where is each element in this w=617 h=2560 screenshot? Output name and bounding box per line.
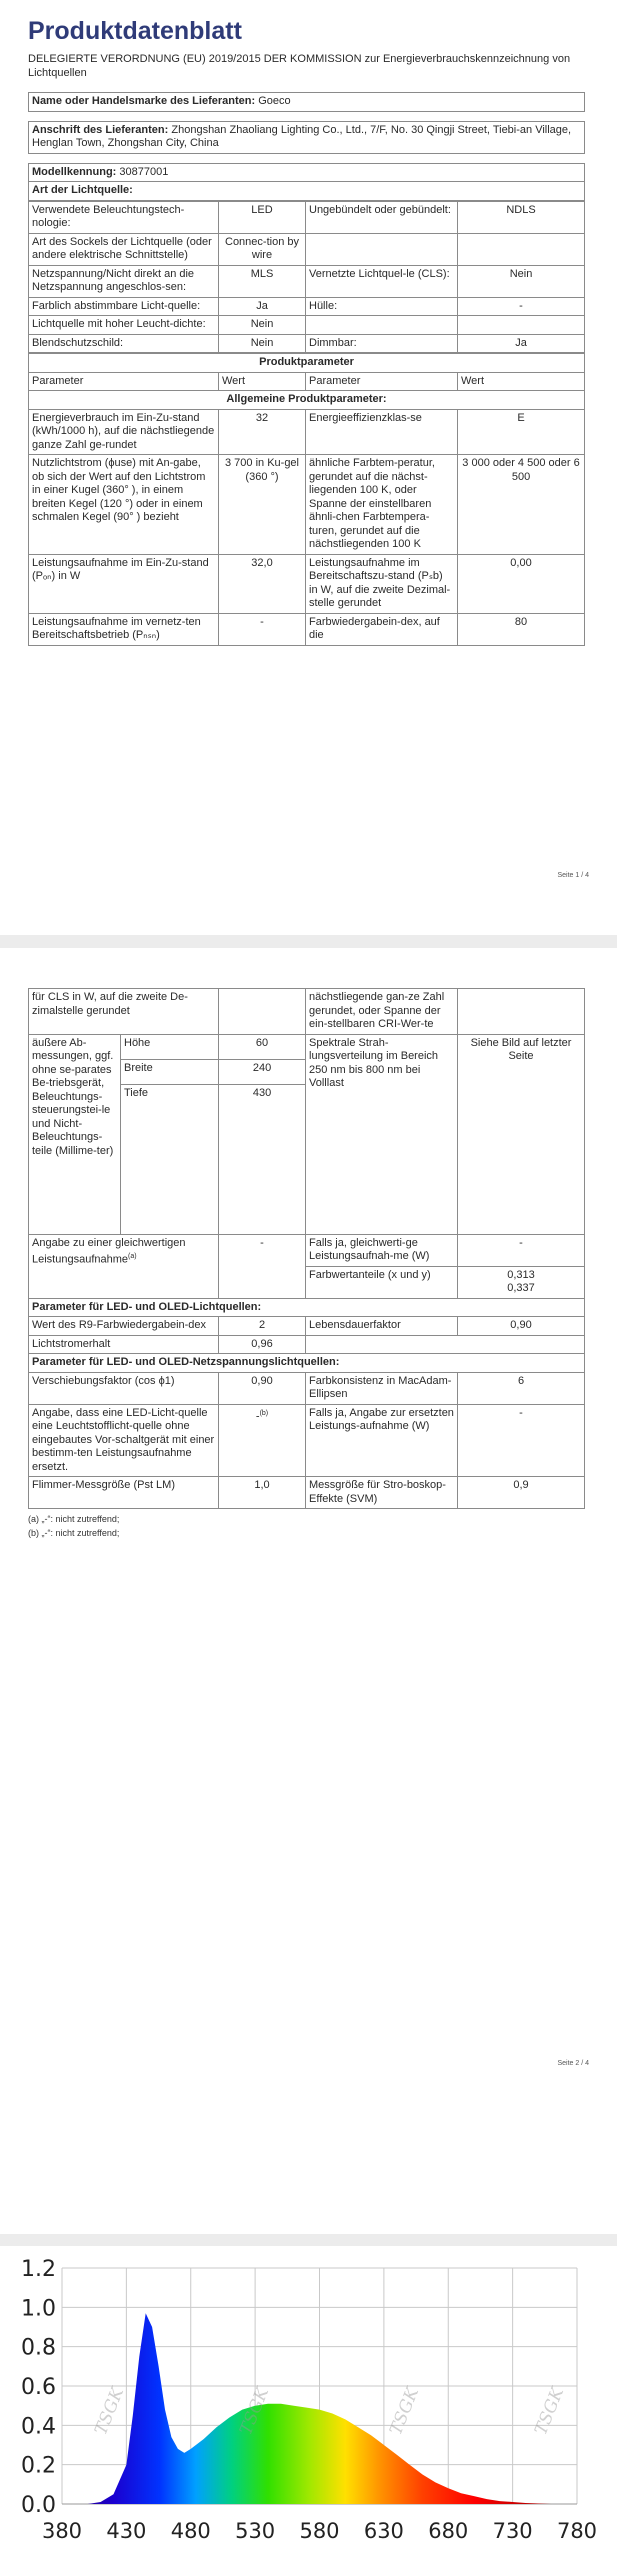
param-value2-0: E (458, 409, 585, 455)
mls-value-0: 0,90 (219, 1372, 306, 1404)
spectrum-label: Spektrale Strah-lungsverteilung im Bereich 250 nm bis 800 nm bei Volllast (306, 1034, 458, 1234)
y-tick-label-5: 1.0 (21, 2296, 56, 2322)
page-1 (0, 0, 617, 935)
mls-label2-0: Farbkonsistenz in MacAdam-Ellipsen (306, 1372, 458, 1404)
param-value-3: - (219, 613, 306, 645)
mls-label2-1: Falls ja, Angabe zur ersetzten Leistungs-aufnahme (W) (306, 1404, 458, 1477)
table-row (29, 1477, 585, 1509)
equivalent-power-label: Angabe zu einer gleichwertigen Leistungsaufnahme$^{(a)}$ (29, 1234, 219, 1298)
type-value2-1 (458, 233, 585, 265)
type-value2-4 (458, 316, 585, 335)
dim-depth-value: 430 (219, 1084, 306, 1234)
param-label2-2: Leistungsaufnahme im Bereitschaftszu-stand (Pₛb) in W, auf die zweite Dezimal-stelle gerundet (306, 554, 458, 613)
table-row (29, 233, 585, 265)
col-header-param: Parameter (29, 372, 219, 391)
footnote-a: (a) „-“: nicht zutreffend; (28, 1514, 120, 1524)
mls-value2-1: - (458, 1404, 585, 1477)
x-tick-label-8: 780 (556, 2519, 598, 2543)
table-row (29, 201, 585, 233)
param-label-1: Nutzlichtstrom (ϕuse) mit An-gabe, ob sich der Wert auf den Lichtstrom in einer Kugel (360° ), in einem breiten Kegel (120 °) oder in einem schmalen Kegel (90° ) bezieht (29, 455, 219, 555)
table-row (29, 455, 585, 555)
param-value-1: 3 700 in Ku-gel (360 °) (219, 455, 306, 555)
table-row (29, 613, 585, 645)
page-2 (0, 948, 617, 2234)
table-row (29, 334, 585, 353)
page-3-spectrum (0, 2246, 617, 2560)
param-value2-3: 80 (458, 613, 585, 645)
table-row (29, 1404, 585, 1477)
type-value-4: Nein (219, 316, 306, 335)
x-tick-label-0: 380 (41, 2519, 83, 2543)
type-label2-4 (306, 316, 458, 335)
y-axis-labels (21, 2257, 56, 2518)
regulation-text: DELEGIERTE VERORDNUNG (EU) 2019/2015 DER KOMMISSION zur Energieverbrauchskennzeichnung von Lichtquellen (28, 53, 571, 79)
watermark-text: TSGK (236, 2384, 274, 2438)
type-header: Art der Lichtquelle: (29, 182, 585, 201)
type-label2-5: Dimmbar: (306, 334, 458, 353)
y-tick-label-3: 0.6 (21, 2375, 56, 2400)
table-row (29, 1372, 585, 1404)
lumen-maintenance-value: 0,96 (219, 1335, 306, 1354)
dim-height-label: Höhe (121, 1034, 219, 1059)
param-label-0: Energieverbrauch im Ein-Zu-stand (kWh/1000 h), auf die nächstliegende ganze Zahl ge-rundet (29, 409, 219, 455)
type-value-5: Nein (219, 334, 306, 353)
table-row (29, 409, 585, 455)
page-number: Seite 1 / 4 (557, 872, 589, 879)
page-number: Seite 2 / 4 (557, 2060, 589, 2067)
param-value-2: 32,0 (219, 554, 306, 613)
mls-value-1: -$^{(b)}$ (219, 1404, 306, 1477)
table-row (29, 297, 585, 316)
type-label-5: Blendschutzschild: (29, 334, 219, 353)
mls-value-2: 1,0 (219, 1477, 306, 1509)
type-value-1: Connec-tion by wire (219, 233, 306, 265)
mls-value2-2: 0,9 (458, 1477, 585, 1509)
survival-factor-value: 0,90 (458, 1317, 585, 1336)
r9-value: 2 (219, 1317, 306, 1336)
chromaticity-value: 0,313 0,337 (458, 1266, 585, 1298)
param-label-3: Leistungsaufnahme im vernetz-ten Bereitschaftsbetrieb (Pₙₛₙ) (29, 613, 219, 645)
dim-width-label: Breite (121, 1059, 219, 1084)
led-params-header: Parameter für LED- und OLED-Lichtquellen: (29, 1298, 585, 1317)
mls-params-header: Parameter für LED- und OLED-Netzspannungslichtquellen: (29, 1354, 585, 1373)
mls-label-1: Angabe, dass eine LED-Licht-quelle eine Leuchtstofflicht-quelle ohne eingebautes Vor-schaltgerät mit einer bestimm-ten Leistungsaufnahme ersetzt. (29, 1404, 219, 1477)
x-tick-label-7: 730 (492, 2519, 533, 2543)
type-label2-0: Ungebündelt oder gebündelt: (306, 201, 458, 233)
x-tick-label-3: 530 (235, 2519, 276, 2543)
watermark-text: TSGK (531, 2384, 569, 2438)
survival-factor-label: Lebensdauerfaktor (306, 1317, 458, 1336)
type-label-0: Verwendete Beleuchtungstech-nologie: (29, 201, 219, 233)
y-tick-label-2: 0.4 (21, 2414, 56, 2440)
type-label-3: Farblich abstimmbare Licht-quelle: (29, 297, 219, 316)
dimensions-label: äußere Ab-messungen, ggf. ohne se-parates Be-triebsgerät, Beleuchtungs-steuerungstei-le und Nicht-Beleuchtungs-teile (Millime-ter) (29, 1034, 121, 1234)
general-params-header: Allgemeine Produktparameter: (29, 391, 585, 410)
col-header-param-2: Parameter (306, 372, 458, 391)
type-label2-1 (306, 233, 458, 265)
param-label-2: Leistungsaufnahme im Ein-Zu-stand (Pₒₙ) in W (29, 554, 219, 613)
x-tick-label-6: 680 (428, 2519, 469, 2543)
lumen-maintenance-label: Lichtstromerhalt (29, 1335, 219, 1354)
table-row (29, 265, 585, 297)
type-label-1: Art des Sockels der Lichtquelle (oder andere elektrische Schnittstelle) (29, 233, 219, 265)
watermark-text: TSGK (386, 2384, 424, 2438)
col-header-value-2: Wert (458, 372, 585, 391)
param-value-0: 32 (219, 409, 306, 455)
page-title: Produktdatenblatt (28, 17, 242, 45)
mls-value2-0: 6 (458, 1372, 585, 1404)
type-value-2: MLS (219, 265, 306, 297)
r9-label: Wert des R9-Farbwiedergabein-dex (29, 1317, 219, 1336)
x-tick-label-5: 630 (363, 2519, 404, 2543)
type-value-0: LED (219, 201, 306, 233)
watermark-text: TSGK (91, 2384, 129, 2438)
footnote-b: (b) „-“: nicht zutreffend; (28, 1528, 120, 1538)
param-label2-3: Farbwiedergabein-dex, auf die (306, 613, 458, 645)
mls-label-0: Verschiebungsfaktor (cos ϕ1) (29, 1372, 219, 1404)
type-label-4: Lichtquelle mit hoher Leucht-dichte: (29, 316, 219, 335)
chromaticity-label: Farbwertanteile (x und y) (306, 1266, 458, 1298)
type-value2-2: Nein (458, 265, 585, 297)
params-table-continued (28, 988, 585, 1509)
type-value-3: Ja (219, 297, 306, 316)
param-label2-0: Energieeffizienzklas-se (306, 409, 458, 455)
datasheet-page-1 (28, 0, 584, 646)
param-value2-1: 3 000 oder 4 500 oder 6 500 (458, 455, 585, 555)
x-tick-label-2: 480 (170, 2519, 211, 2543)
spectrum-value: Siehe Bild auf letzter Seite (458, 1034, 585, 1234)
type-value2-5: Ja (458, 334, 585, 353)
col-header-value: Wert (219, 372, 306, 391)
equivalent-power-w-value: - (458, 1234, 585, 1266)
spectral-distribution-chart (0, 2246, 617, 2560)
params-table (28, 353, 585, 646)
y-tick-label-4: 0.8 (21, 2335, 56, 2361)
dim-width-value: 240 (219, 1059, 306, 1084)
table-row (29, 316, 585, 335)
y-tick-label-6: 1.2 (21, 2257, 56, 2282)
y-tick-label-0: 0.0 (21, 2493, 56, 2518)
supplier-address-cell: Anschrift des Lieferanten: Zhongshan Zhaoliang Lighting Co., Ltd., 7/F, No. 30 Qingji Street, Tiebi-an Village, Henglan Town, Zhongshan City, China (29, 121, 585, 153)
cri-label: nächstliegende gan-ze Zahl gerundet, oder Spanne der ein-stellbaren CRI-Wer-te (306, 989, 458, 1035)
table-row (29, 554, 585, 613)
x-axis-labels (42, 2519, 597, 2543)
type-label2-3: Hülle: (306, 297, 458, 316)
footnote-ref: (b) (259, 1409, 269, 1417)
supplier-name-cell: Name oder Handelsmarke des Lieferanten: Goeco (29, 93, 585, 112)
model-cell: Modellkennung: 30877001 (29, 163, 585, 182)
y-tick-label-1: 0.2 (21, 2453, 56, 2479)
mls-label2-2: Messgröße für Stro-boskop-Effekte (SVM) (306, 1477, 458, 1509)
equivalent-power-w-label: Falls ja, gleichwerti-ge Leistungsaufnah-me (W) (306, 1234, 458, 1266)
x-tick-label-4: 580 (299, 2519, 340, 2543)
type-label2-2: Vernetzte Lichtquel-le (CLS): (306, 265, 458, 297)
dim-height-value: 60 (219, 1034, 306, 1059)
mls-label-2: Flimmer-Messgröße (Pst LM) (29, 1477, 219, 1509)
cls-standby-label: für CLS in W, auf die zweite De-zimalstelle gerundet (29, 989, 219, 1035)
param-value2-2: 0,00 (458, 554, 585, 613)
equivalent-power-value: - (219, 1234, 306, 1298)
product-params-header: Produktparameter (29, 354, 585, 373)
param-label2-1: ähnliche Farbtem-peratur, gerundet auf die nächst-liegenden 100 K, oder Spanne der einstellbaren ähnli-chen Farbtempera-turen, gerundet auf die nächstliegenden 100 K (306, 455, 458, 555)
type-value2-3: - (458, 297, 585, 316)
x-tick-label-1: 430 (106, 2519, 147, 2543)
datasheet-page-2 (28, 988, 584, 1539)
supplier-table (28, 92, 585, 201)
dim-depth-label: Tiefe (121, 1084, 219, 1234)
type-table (28, 201, 585, 354)
type-value2-0: NDLS (458, 201, 585, 233)
type-label-2: Netzspannung/Nicht direkt an die Netzspannung angeschlos-sen: (29, 265, 219, 297)
